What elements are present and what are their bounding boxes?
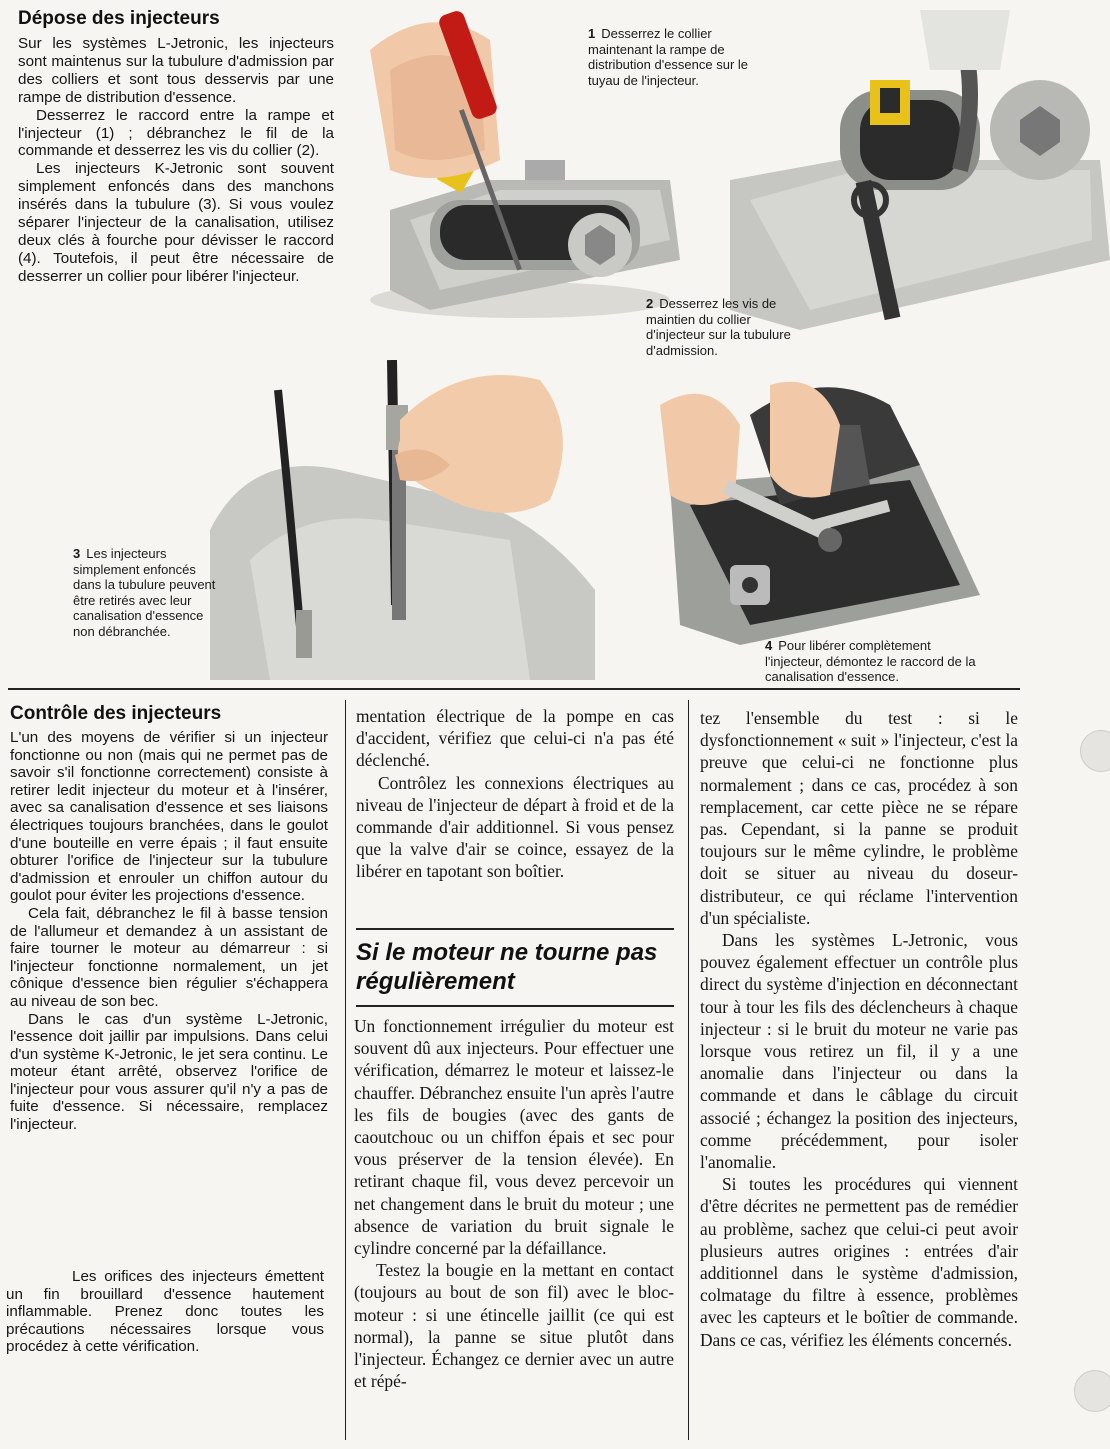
paragraph: Desserrez le raccord entre la rampe et l'injecteur (1) ; débranchez le fil de la commande et desserrez les vis du collier (2). — [18, 106, 334, 160]
depose-section — [18, 8, 334, 286]
paragraph: Un fonctionnement irrégulier du moteur est souvent dû aux injecteurs. Pour effectuer une vérification, démarrez le moteur et laissez-le chauffer. Débranchez ensuite l'un après l'autre les fils de bougies (avec des gants de caoutchouc ou un chiffon épais et sec pour vous préserver de la tension élevée). En retirant chaque fil, vous devez percevoir un net changement dans le bruit du moteur ; une absence de variation du bruit signale le cylindre concerné par la défaillance. — [354, 1016, 674, 1259]
moteur-body — [354, 1015, 674, 1392]
paragraph: Cela fait, débranchez le fil à basse tension de l'allumeur et demandez à un assistant de faire tourner le moteur au démarreur : si l'injecteur fonctionne normalement, un jet cônique d'essence bien régulier s'échappera au niveau de son bec. — [10, 904, 328, 1010]
binder-hole — [1074, 1370, 1110, 1412]
caption-number: 1 — [588, 26, 596, 41]
caption-4 — [765, 638, 990, 685]
column-divider — [688, 700, 689, 1440]
paragraph: tez l'ensemble du test : si le dysfonctionnement « suit » l'injecteur, c'est la preuve que celui-ci ne fonctionne plus normalement ; dans ce cas, procédez à son remplacement, car cette pièce ne se répare pas. Cependant, si la panne se produit toujours sur le même cylindre, le problème doit se situer au niveau du doseur-distributeur, ce qui réclame l'intervention d'un spécialiste. — [700, 708, 1018, 928]
box-rule-top — [356, 928, 674, 930]
paragraph: Dans le cas d'un système L-Jetronic, l'essence doit jaillir par impulsions. Dans celui d'un système K-Jetronic, le jet sera continu. Le moteur étant arrêté, observez l'orifice de l'injecteur pour vous assurer qu'il n'y a pas de fuite d'essence. Si nécessaire, remplacez l'injecteur. — [10, 1010, 328, 1134]
caption-number: 4 — [765, 638, 773, 653]
section-title: Contrôle des injecteurs — [10, 703, 222, 724]
section-body — [10, 729, 328, 1134]
illustration-2 — [720, 10, 1110, 330]
section-title: Dépose des injecteurs — [18, 8, 220, 29]
two-wrenches-on-union-illustration — [660, 365, 980, 645]
wrench-on-injector-clamp-illustration — [720, 10, 1110, 330]
col2-text — [356, 705, 674, 883]
paragraph: Si toutes les procédures qui viennent d'être décrites ne permettent pas de remédier au problème, sachez que celui-ci peut avoir plusieurs autres origines : entrées d'air additionnel dans le système d'admission, colmatage du filtre à essence, problèmes avec les capteurs et le boîtier de commande. Dans ce cas, vérifiez les éléments concernés. — [700, 1174, 1018, 1350]
paragraph: Dans les systèmes L-Jetronic, vous pouvez également effectuer un contrôle plus direct du système d'injection en déconnectant tour à tour les fils des déclencheurs à chaque injecteur : si le bruit du moteur ne varie pas lorsque vous retirez un fil, il y a une anomalie dans l'injecteur ou dans la commande et dans le câblage du circuit associé ; échangez la position des injecteurs, comme précédemment, pour isoler l'anomalie. — [700, 930, 1018, 1173]
binder-hole — [1080, 730, 1110, 772]
warning-note: Les orifices des injecteurs émettent un fin brouillard d'essence hautement inflammable. Prenez donc toutes les précautions nécessaires lorsque vous procédez à cette vérification. — [6, 1268, 324, 1356]
paragraph: Contrôlez les connexions électriques au niveau de l'injecteur de départ à froid et de la commande d'air additionnel. Si vous pensez que la valve d'air se coince, essayez de la libérer en tapotant son boîtier. — [356, 772, 674, 882]
caption-3 — [73, 546, 223, 640]
column-divider — [345, 700, 346, 1440]
paragraph: Les injecteurs K-Jetronic sont souvent simplement enfoncés dans des manchons insérés dans la tubulure (3). Si vous voulez séparer l'injecteur de la canalisation, utilisez deux clés à fourche pour dévisser le raccord (4). Toutefois, il peut être nécessaire de desserrer un collier pour libérer l'injecteur. — [18, 160, 334, 285]
caption-text: Les injecteurs simplement enfoncés dans la tubulure peuvent être retirés avec leur canalisation d'essence non débranchée. — [73, 546, 216, 639]
caption-number: 3 — [73, 546, 81, 561]
injector-pulled-from-manifold-illustration — [210, 360, 595, 680]
caption-text: Desserrez les vis de maintien du collier d'injecteur sur la tubulure d'admission. — [646, 296, 791, 358]
caption-number: 2 — [646, 296, 654, 311]
paragraph: Sur les systèmes L-Jetronic, les injecteurs sont maintenus sur la tubulure d'admission par des colliers et sont tous desservis par une rampe de distribution d'essence. — [18, 35, 334, 106]
horizontal-rule — [8, 688, 1020, 690]
col3-text — [700, 707, 1018, 1351]
section-body — [18, 35, 334, 286]
illustration-3 — [210, 360, 595, 680]
paragraph: L'un des moyens de vérifier si un injecteur fonctionne ou non (mais qui ne permet pas de savoir s'il fonctionne correctement) consiste à retirer ledit injecteur du moteur et à l'insérer, avec sa canalisation d'essence et ses liaisons électriques toujours branchées, dans le goulot d'une bouteille en verre épais ; il faut ensuite obturer l'orifice de l'injecteur sur la tubulure d'admission et enrouler un chiffon autour du goulot pour éviter les projections d'essence. — [10, 729, 328, 905]
illustration-4 — [660, 365, 980, 645]
caption-text: Pour libérer complètement l'injecteur, démontez le raccord de la canalisation d'essence. — [765, 638, 976, 685]
box-rule-bottom — [356, 1005, 674, 1007]
paragraph: mentation électrique de la pompe en cas d'accident, vérifiez que celui-ci n'a pas été déclenché. — [356, 706, 674, 771]
caption-2 — [646, 296, 806, 358]
caption-text: Desserrez le collier maintenant la rampe de distribution d'essence sur le tuyau de l'injecteur. — [588, 26, 749, 88]
moteur-box-title — [356, 938, 674, 996]
controle-section — [10, 703, 328, 1134]
box-title: Si le moteur ne tourne pas régulièrement — [356, 939, 658, 995]
paragraph: Testez la bougie en la mettant en contact (toujours au bout de son fil) avec le bloc-moteur : si une étincelle jaillit (ce qui est normal), la panne se situe plutôt dans l'injecteur. Échangez ce dernier avec un autre et répé- — [354, 1260, 674, 1392]
